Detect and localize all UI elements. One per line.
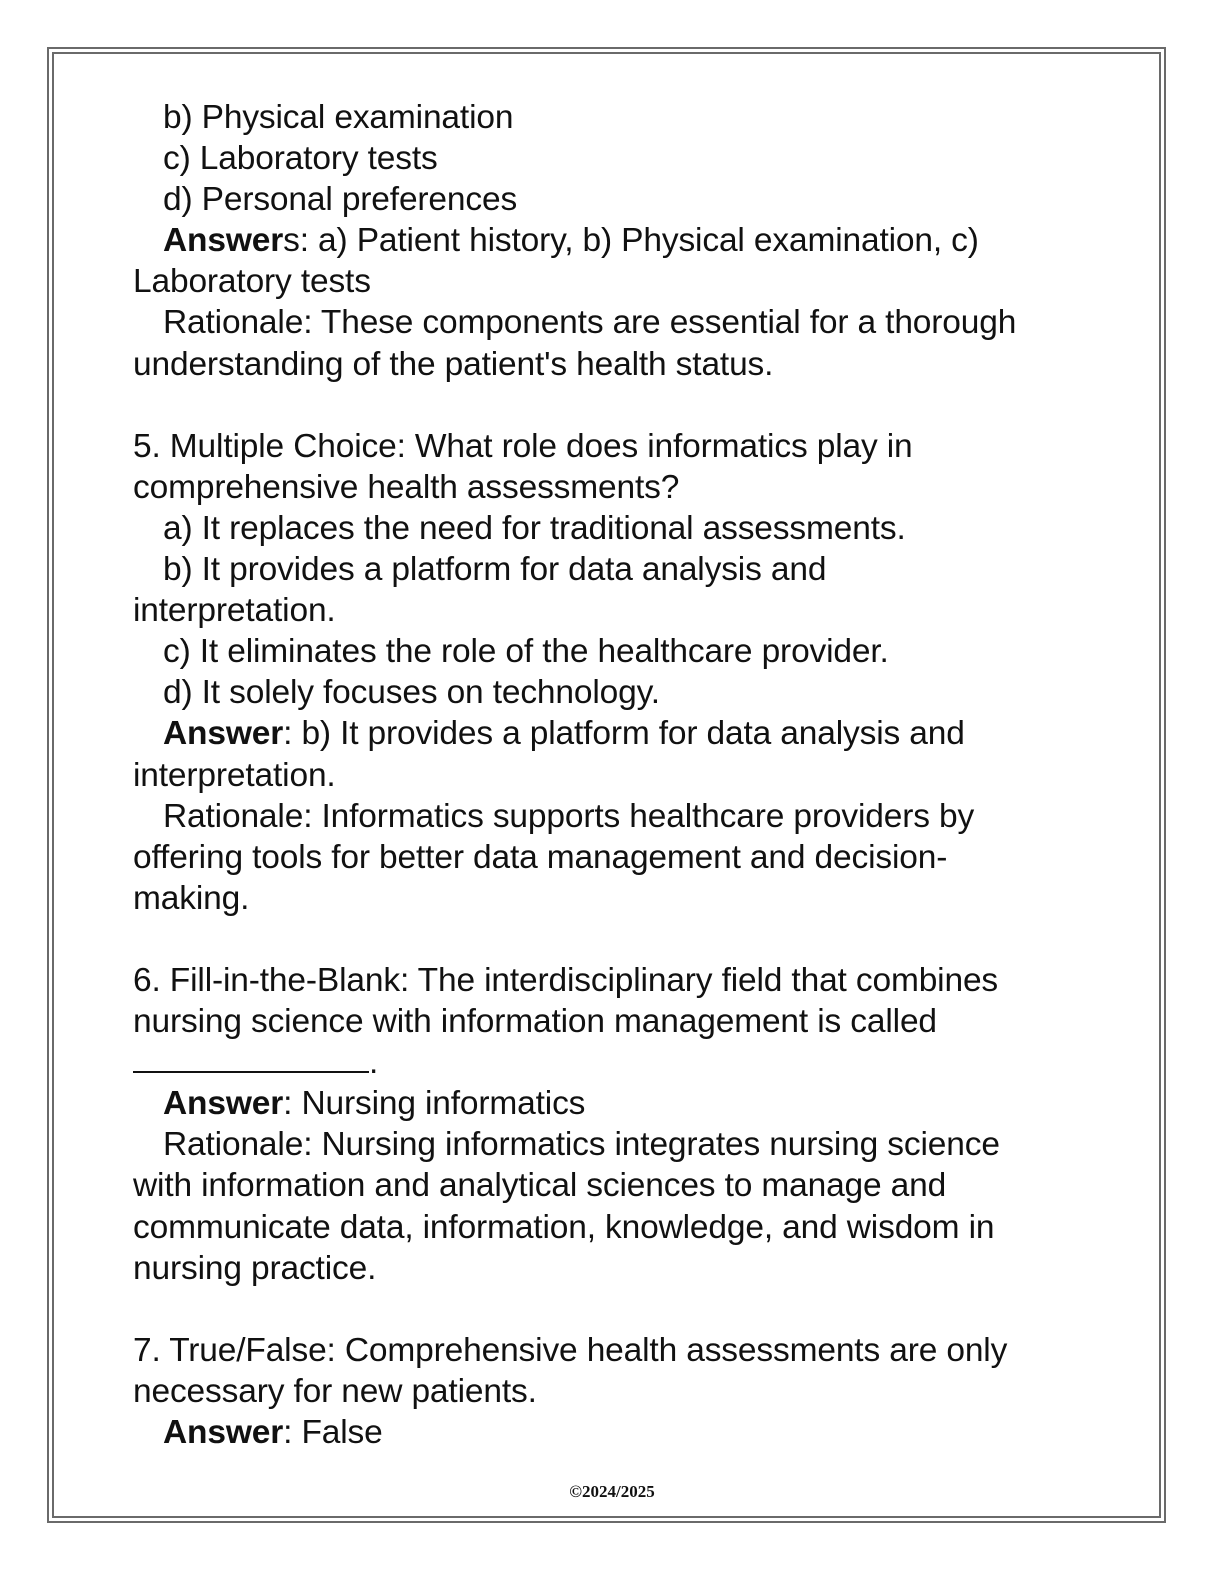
answer-label: Answer bbox=[163, 715, 284, 753]
q6-rationale-cont: communicate data, information, knowledge, and wisdom in bbox=[133, 1208, 995, 1246]
q7-answer bbox=[133, 1412, 1113, 1453]
answer-label: Answer bbox=[163, 1085, 284, 1123]
answer-label: Answer bbox=[163, 222, 284, 260]
q4-option-c: c) Laboratory tests bbox=[163, 140, 438, 178]
answer-text: : Nursing informatics bbox=[283, 1085, 586, 1123]
q5-question-cont: comprehensive health assessments? bbox=[133, 468, 680, 506]
q5-rationale-cont: making. bbox=[133, 879, 250, 917]
q6-rationale-cont: nursing practice. bbox=[133, 1249, 377, 1287]
q7-question: 7. True/False: Comprehensive health assessments are only bbox=[133, 1331, 1008, 1369]
q4-answer bbox=[133, 220, 1113, 261]
spacer bbox=[133, 385, 1113, 426]
q5-rationale-cont: offering tools for better data management and decision- bbox=[133, 838, 948, 876]
blank-period: . bbox=[369, 1044, 379, 1082]
answer-text: : b) It provides a platform for data analysis and bbox=[283, 715, 965, 753]
q5-option-b-cont: interpretation. bbox=[133, 592, 336, 630]
q5-question: 5. Multiple Choice: What role does informatics play in bbox=[133, 427, 913, 465]
q6-question-cont: nursing science with information management is called bbox=[133, 1003, 937, 1041]
answer-text: : a) Patient history, b) Physical examination, c) bbox=[299, 222, 979, 260]
answer-text: : False bbox=[283, 1414, 383, 1451]
q5-option-b: b) It provides a platform for data analysis and bbox=[163, 551, 827, 589]
document-body bbox=[133, 97, 1113, 1453]
q5-answer-cont: interpretation. bbox=[133, 756, 336, 794]
q5-option-d: d) It solely focuses on technology. bbox=[163, 674, 660, 712]
fill-in-blank bbox=[133, 1045, 369, 1073]
q5-rationale: Rationale: Informatics supports healthcare providers by bbox=[163, 797, 975, 835]
answer-label-suffix: s bbox=[283, 222, 300, 260]
q6-answer bbox=[133, 1083, 1113, 1124]
q6-question: 6. Fill-in-the-Blank: The interdisciplinary field that combines bbox=[133, 961, 999, 999]
q4-option-d: d) Personal preferences bbox=[163, 181, 518, 219]
q6-rationale-cont: with information and analytical sciences to manage and bbox=[133, 1167, 947, 1205]
q5-option-a: a) It replaces the need for traditional assessments. bbox=[163, 509, 906, 547]
copyright-footer: ©2024/2025 bbox=[569, 1482, 655, 1501]
spacer bbox=[133, 919, 1113, 960]
q5-option-c: c) It eliminates the role of the healthcare provider. bbox=[163, 633, 889, 671]
q5-answer bbox=[133, 713, 1113, 754]
q4-answer-cont: Laboratory tests bbox=[133, 263, 371, 301]
q6-rationale: Rationale: Nursing informatics integrates nursing science bbox=[163, 1126, 1000, 1164]
q7-question-cont: necessary for new patients. bbox=[133, 1372, 537, 1410]
q6-blank-line bbox=[133, 1042, 1113, 1083]
answer-label: Answer bbox=[163, 1414, 284, 1451]
spacer bbox=[133, 1289, 1113, 1330]
q4-option-b: b) Physical examination bbox=[163, 99, 514, 136]
q4-rationale: Rationale: These components are essential for a thorough bbox=[163, 304, 1017, 342]
q4-rationale-cont: understanding of the patient's health status. bbox=[133, 345, 774, 383]
